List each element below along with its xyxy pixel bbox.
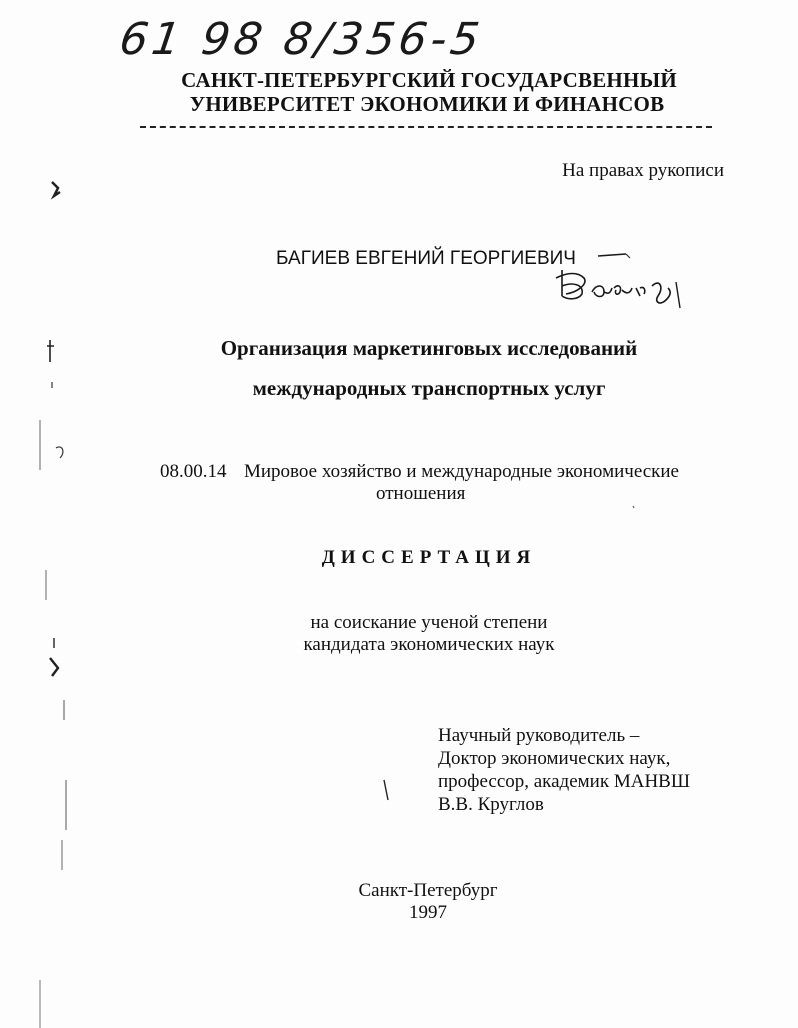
dissertation-title-line2: международных транспортных услуг: [252, 376, 606, 400]
author-name: БАГИЕВ ЕВГЕНИЙ ГЕОРГИЕВИЧ: [276, 248, 576, 269]
document-type-heading: ДИССЕРТАЦИЯ: [321, 547, 537, 568]
university-name-line2: УНИВЕРСИТЕТ ЭКОНОМИКИ И ФИНАНСОВ: [189, 92, 665, 116]
supervisor-name: В.В. Круглов: [438, 794, 544, 815]
handwritten-archive-code: 61 98 8/356-5: [116, 14, 487, 65]
specialty-name-line2: отношения: [376, 483, 466, 504]
year: 1997: [409, 902, 447, 923]
university-name-line1: САНКТ-ПЕТЕРБУРГСКИЙ ГОСУДАРСВЕННЫЙ: [181, 68, 677, 92]
specialty-block: [160, 461, 679, 505]
supervisor-role: Научный руководитель –: [438, 725, 640, 746]
dissertation-title-line1: Организация маркетинговых исследований: [220, 336, 638, 360]
supervisor-block: [438, 724, 690, 816]
degree-line2: кандидата экономических наук: [303, 634, 555, 655]
supervisor-degree: Доктор экономических наук,: [438, 748, 671, 769]
city: Санкт-Петербург: [358, 880, 498, 901]
supervisor-title: профессор, академик МАНВШ: [438, 771, 691, 792]
specialty-name-line1: Мировое хозяйство и международные экономические: [244, 461, 679, 482]
author-signature: [548, 248, 718, 318]
specialty-code: 08.00.14: [160, 461, 227, 482]
degree-line1: на соискание ученой степени: [310, 612, 548, 633]
header-divider: [140, 126, 712, 128]
manuscript-rights-note: На правах рукописи: [562, 160, 724, 181]
